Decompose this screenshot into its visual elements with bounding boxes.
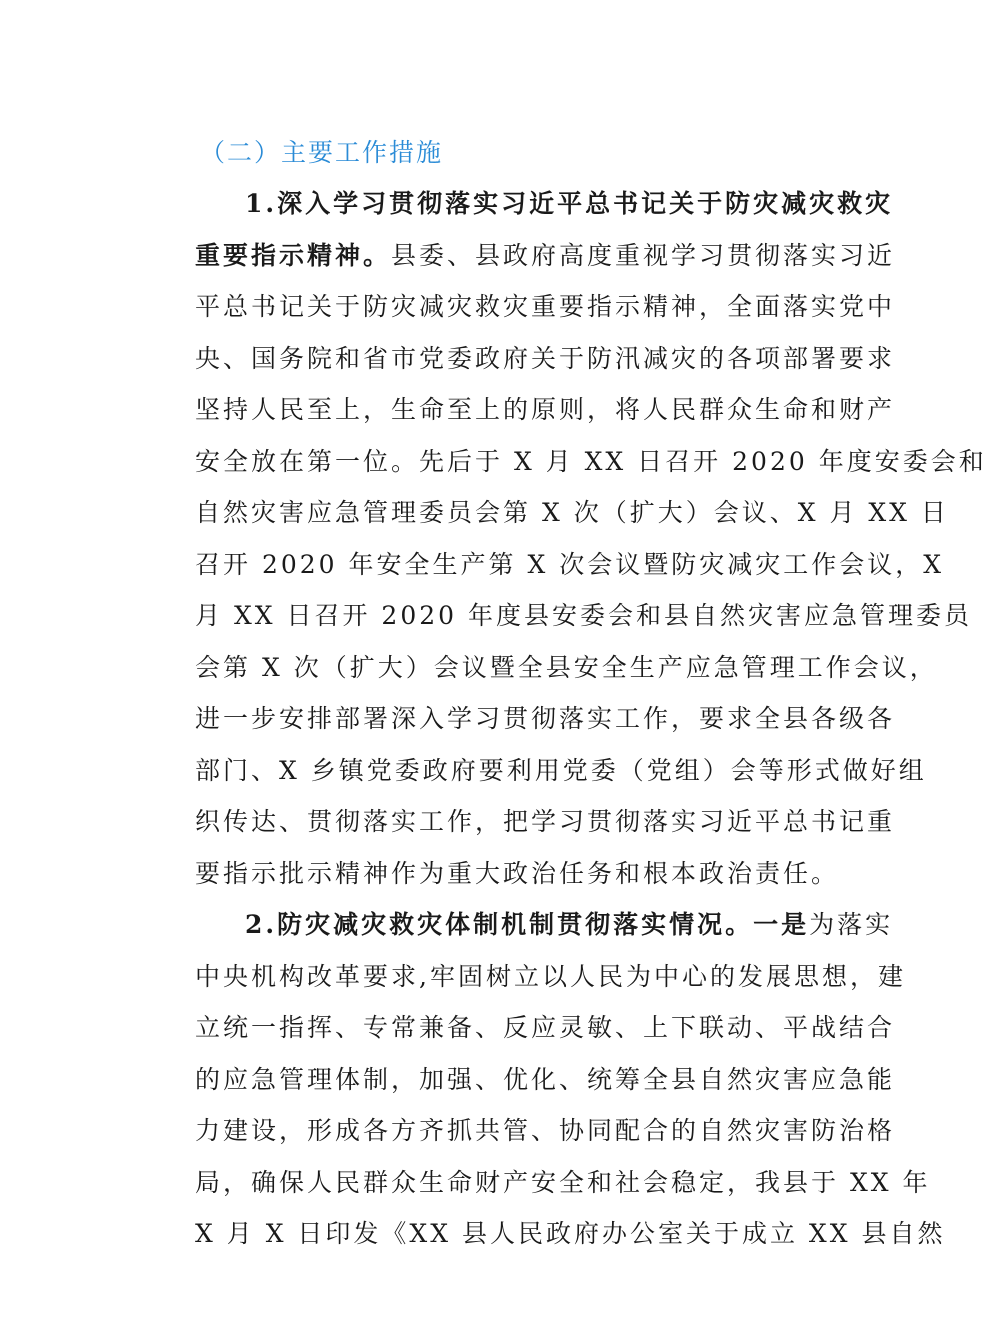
paragraph-1-bold-lead-2: 重要指示精神。 (195, 240, 392, 270)
document-body (145, 128, 987, 1260)
text-line: 坚持人民至上，生命至上的原则，将人民群众生命和财产 (195, 395, 896, 424)
text-line: 中央机构改革要求,牢固树立以人民为中心的发展思想，建 (195, 961, 906, 991)
text-line: 召开 2020 年安全生产第 X 次会议暨防灾减灾工作会议，X (195, 549, 945, 579)
text-line: 会第 X 次（扩大）会议暨全县安全生产应急管理工作会议， (195, 652, 938, 682)
text-line: 力建设，形成各方齐抓共管、协同配合的自然灾害防治格 (195, 1116, 896, 1145)
paragraph-2-bold-lead: 2.防灾减灾救灾体制机制贯彻落实情况。一是 (245, 910, 810, 939)
text-line: 央、国务院和省市党委政府关于防汛减灾的各项部署要求 (195, 343, 896, 373)
text-line: 安全放在第一位。先后于 X 月 XX 日召开 2020 年度安委会和 (195, 446, 987, 476)
text-line: 立统一指挥、专常兼备、反应灵敏、上下联动、平战结合 (195, 1013, 896, 1042)
section-heading: （二）主要工作措施 (200, 138, 444, 167)
text-line: 进一步安排部署深入学习贯彻落实工作，要求全县各级各 (195, 704, 896, 733)
paragraph-2-line-1 (145, 899, 894, 951)
text-line: 局，确保人民群众生命财产安全和社会稳定，我县于 XX 年 (195, 1167, 931, 1197)
text-line: 的应急管理体制，加强、优化、统筹全县自然灾害应急能 (195, 1064, 896, 1094)
paragraph-1-line-2 (145, 230, 896, 282)
paragraph-1-bold-lead-1: 1.深入学习贯彻落实习近平总书记关于防灾减灾救灾 (245, 189, 894, 218)
text-line: 要指示批示精神作为重大政治任务和根本政治责任。 (195, 858, 840, 888)
text-line: X 月 X 日印发《XX 县人民政府办公室关于成立 XX 县自然 (195, 1219, 946, 1248)
text-line: 平总书记关于防灾减灾救灾重要指示精神，全面落实党中 (195, 292, 896, 321)
paragraph-2 (145, 899, 946, 1260)
text-line: 部门、X 乡镇党委政府要利用党委（党组）会等形式做好组 (195, 755, 927, 785)
text-line: 月 XX 日召开 2020 年度县安委会和县自然灾害应急管理委员 (195, 601, 973, 630)
paragraph-2-body-start: 为落实 (809, 910, 894, 939)
paragraph-1 (145, 178, 987, 899)
paragraph-1-line-1 (145, 178, 894, 230)
text-line: 织传达、贯彻落实工作，把学习贯彻落实习近平总书记重 (195, 807, 896, 836)
paragraph-1-body-start: 县委、县政府高度重视学习贯彻落实习近 (391, 240, 896, 270)
text-line: 自然灾害应急管理委员会第 X 次（扩大）会议、X 月 XX 日 (195, 498, 949, 527)
